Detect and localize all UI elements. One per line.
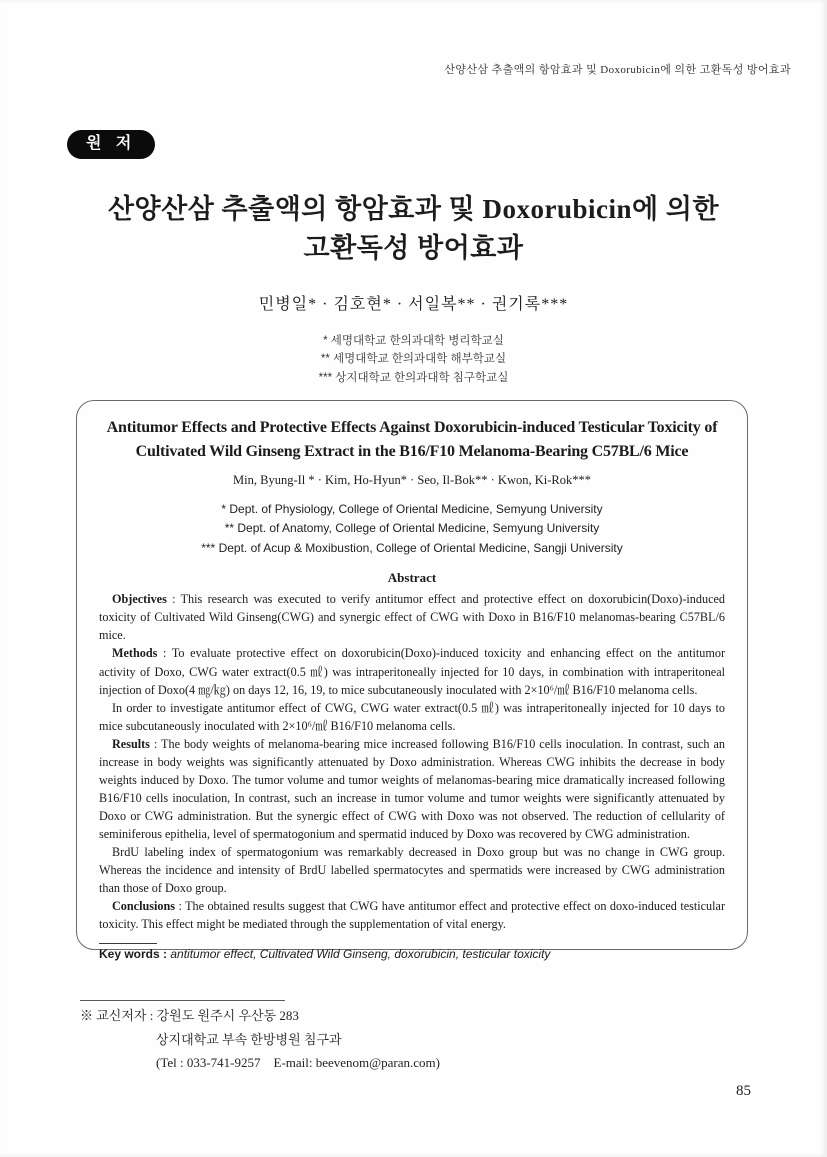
keywords-divider <box>99 943 157 944</box>
abstract-paragraph-methods-text: : To evaluate protective effect on doxorubicin(Doxo)-induced toxicity and enhancing effect on the antitumor activity of Doxo, CWG water extract(0.5 ㎖) was intraperitoneally injected for 10 days, in combination with intraperitoneal injection of Doxo(4 ㎎/㎏) on days 12, 16, 19, to mice subcutaneously inoculated with 2×10⁶/㎖ B16/F10 melanoma cells. <box>99 646 725 697</box>
article-type-badge: 원 저 <box>67 130 155 159</box>
affiliation-korean-2: ** 세명대학교 한의과대학 해부학교실 <box>320 353 507 366</box>
abstract-paragraph-conclusions-label: Conclusions <box>112 899 175 914</box>
abstract-paragraph-results-text: : The body weights of melanoma-bearing mice increased following B16/F10 cells inoculation. In contrast, such an increase in body weights was significantly attenuated by Doxo administration. Whereas CWG inhibits the decrease in body weights induced by Doxo. The tumor volume and tumor weights of melanomas-bearing mice dramatically increased following B16/F10 cells inoculation, In contrast, such an increase in tumor volume and tumor weights were significantly attenuated by Doxo or CWG administration. But the synergic effect of CWG with Doxo was not observed. The reduction of cellularity of seminiferous epithelia, level of spermatogonium and spermatid induced by Doxo was recovered by CWG administration. <box>99 736 725 841</box>
keywords-line <box>99 947 725 961</box>
abstract-paragraph-brdu <box>99 843 725 897</box>
keywords-label: Key words : <box>99 947 171 962</box>
running-head: 산양산삼 추출액의 항암효과 및 Doxorubicin에 의한 고환독성 방어효과 <box>444 64 791 76</box>
abstract-paragraph-brdu-text: BrdU labeling index of spermatogonium was remarkably decreased in Doxo group but was no change in CWG group. Whereas the incidence and intensity of BrdU labelled spermatocytes and spermatids were increased by CWG administration than those of Doxo group. <box>99 844 725 896</box>
keywords-block <box>99 943 725 961</box>
keywords-text: antitumor effect, Cultivated Wild Ginseng, doxorubicin, testicular toxicity <box>170 947 551 962</box>
abstract-paragraph-methods-2 <box>99 699 725 735</box>
abstract-paragraph-objectives-text: : This research was executed to verify antitumor effect and protective effect on doxorubicin(Doxo)-induced toxicity of Cultivated Wild Ginseng(CWG) and synergic effect of CWG with Doxo in B16/F10 melanomas-bearing C57BL/6 mice. <box>99 592 725 643</box>
correspondence-contact: (Tel : 033-741-9257 E-mail: beevenom@paran.com) <box>156 1055 440 1071</box>
affiliation-korean-1: * 세명대학교 한의과대학 병리학교실 <box>323 335 504 347</box>
paper-title-korean-line2: 고환독성 방어효과 <box>303 233 524 264</box>
correspondence-institution: 상지대학교 부속 한방병원 침구과 <box>156 1031 342 1047</box>
affiliations-english <box>99 500 725 558</box>
abstract-box <box>76 400 748 962</box>
affiliations-korean <box>0 332 827 387</box>
authors-english: Min, Byung-Il * · Kim, Ho-Hyun* · Seo, Il-Bok** · Kwon, Ki-Rok*** <box>233 473 591 487</box>
affiliation-english-3: *** Dept. of Acup & Moxibustion, College of Oriental Medicine, Sangji University <box>201 540 623 555</box>
paper-title-korean-line1: 산양산삼 추출액의 항암효과 및 Doxorubicin에 의한 <box>107 194 720 224</box>
footer-divider <box>80 1000 285 1001</box>
authors-korean: 민병일* · 김호현* · 서일복** · 권기록*** <box>258 296 569 313</box>
abstract-paragraph-methods-label: Methods <box>112 646 158 661</box>
paper-title-english <box>99 416 725 464</box>
abstract-paragraph-results-label: Results <box>112 736 150 751</box>
abstract-paragraph-methods <box>99 644 725 698</box>
abstract-paragraph-results <box>99 735 725 843</box>
affiliation-korean-3: *** 상지대학교 한의과대학 침구학교실 <box>318 371 509 384</box>
paper-title-korean <box>0 190 827 268</box>
abstract-paragraph-conclusions <box>99 897 725 933</box>
page-number: 85 <box>736 1083 751 1099</box>
affiliation-english-1: * Dept. of Physiology, College of Oriental Medicine, Semyung University <box>221 502 603 516</box>
paper-title-english-line2: Cultivated Wild Ginseng Extract in the B16/F10 Melanoma-Bearing C57BL/6 Mice <box>135 443 689 460</box>
abstract-paragraph-objectives-label: Objectives <box>112 592 167 607</box>
correspondence-block <box>80 1004 440 1075</box>
abstract-heading: Abstract <box>387 570 437 586</box>
paper-title-english-line1: Antitumor Effects and Protective Effects Against Doxorubicin-induced Testicular Toxicity of <box>106 419 718 436</box>
affiliation-english-2: ** Dept. of Anatomy, College of Oriental Medicine, Semyung University <box>224 521 600 536</box>
abstract-paragraph-methods-2-text: In order to investigate antitumor effect of CWG, CWG water extract(0.5 ㎖) was intraperitoneally injected for 10 days to mice subcutaneously inoculated with 2×10⁶/㎖ B16/F10 melanoma cells. <box>99 700 725 733</box>
abstract-paragraph-conclusions-text: : The obtained results suggest that CWG have antitumor effect and protective effect on doxo-induced testicular toxicity. This effect might be mediated through the supplementation of vital energy. <box>99 899 725 932</box>
correspondence-address: ※ 교신저자 : 강원도 원주시 우산동 283 <box>80 1008 299 1023</box>
abstract-paragraph-objectives <box>99 590 725 644</box>
